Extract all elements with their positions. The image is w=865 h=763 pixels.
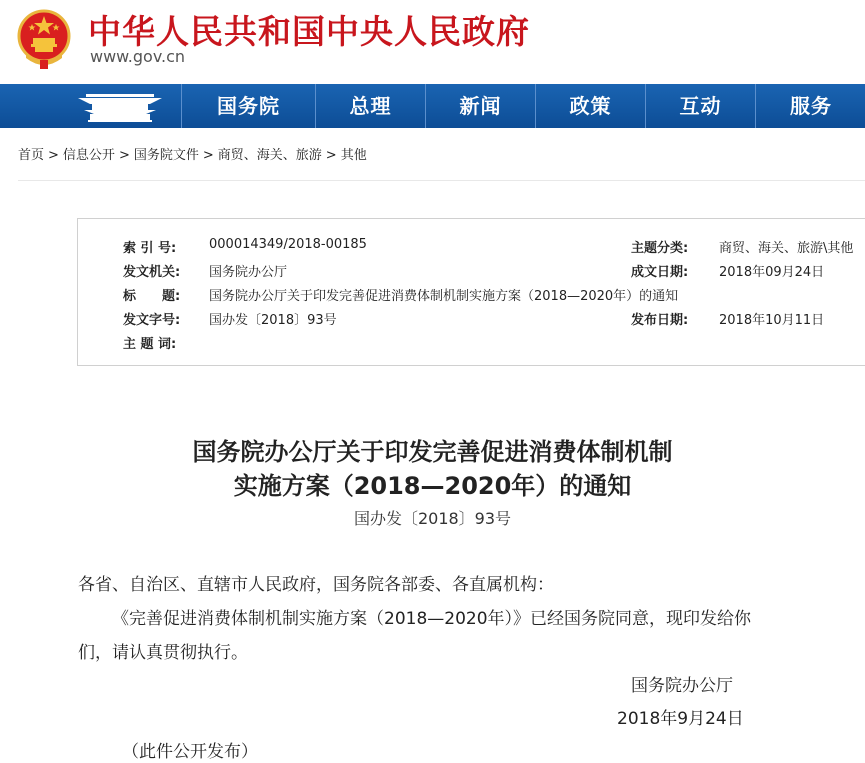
nav-item-interaction[interactable]: 互动	[645, 84, 755, 128]
document-salutation: 各省、自治区、直辖市人民政府，国务院各部委、各直属机构：	[78, 575, 554, 595]
breadcrumb-separator: >	[202, 148, 214, 163]
document-publication-note: （此件公开发布）	[122, 742, 258, 762]
info-issuer-value: 国务院办公厅	[209, 265, 288, 280]
breadcrumb-separator: >	[118, 148, 130, 163]
info-published-value: 2018年10月11日	[719, 313, 825, 328]
tiananmen-logo-icon[interactable]	[0, 84, 180, 128]
national-emblem-icon[interactable]	[16, 8, 72, 70]
content-divider	[18, 180, 865, 181]
document-number: 国办发〔2018〕93号	[353, 509, 512, 528]
document-title-line2: 实施方案（2018—2020年）的通知	[233, 472, 632, 500]
document-body-line1: 《完善促进消费体制机制实施方案（2018—2020年）》已经国务院同意，现印发给你	[112, 609, 752, 629]
breadcrumb-other[interactable]: 其他	[340, 148, 367, 163]
nav-item-services[interactable]: 服务	[755, 84, 865, 128]
document-body-line2: 们，请认真贯彻执行。	[78, 643, 248, 663]
nav-item-news[interactable]: 新闻	[425, 84, 535, 128]
info-issuer-label: 发文机关:	[123, 265, 181, 280]
site-title[interactable]: 中华人民共和国中央人民政府	[88, 12, 530, 51]
breadcrumb-separator: >	[325, 148, 337, 163]
nav-item-premier[interactable]: 总理	[315, 84, 425, 128]
site-domain: www.gov.cn	[90, 47, 186, 66]
breadcrumb-trade-customs-tourism[interactable]: 商贸、海关、旅游	[217, 148, 322, 163]
main-nav	[0, 84, 865, 128]
document-date: 2018年9月24日	[617, 709, 744, 729]
info-keywords-label: 主 题 词:	[123, 337, 177, 352]
info-topic-value: 商贸、海关、旅游\其他	[719, 241, 854, 256]
info-created-value: 2018年09月24日	[719, 265, 825, 280]
info-created-label: 成文日期:	[631, 265, 689, 280]
document-info-box	[77, 218, 865, 366]
info-index-row	[123, 237, 176, 256]
info-topic-label: 主题分类:	[631, 241, 689, 256]
info-doc-no-value: 国办发〔2018〕93号	[209, 313, 337, 328]
info-published-label: 发布日期:	[631, 313, 689, 328]
info-title-value: 国务院办公厅关于印发完善促进消费体制机制实施方案（2018—2020年）的通知	[209, 289, 679, 304]
info-index-label: 索 引 号:	[123, 241, 177, 256]
site-header	[0, 0, 865, 84]
info-doc-no-label: 发文字号:	[123, 313, 181, 328]
breadcrumb-info-disclosure[interactable]: 信息公开	[62, 148, 115, 163]
info-index-value: 000014349/2018-00185	[209, 237, 367, 252]
breadcrumb-separator: >	[48, 148, 59, 163]
document-title-line1: 国务院办公厅关于印发完善促进消费体制机制	[192, 438, 673, 466]
info-title-label: 标 题:	[123, 289, 181, 304]
nav-item-state-council[interactable]: 国务院	[181, 84, 315, 128]
nav-item-policy[interactable]: 政策	[535, 84, 645, 128]
document-signature: 国务院办公厅	[631, 676, 733, 696]
breadcrumb-state-council-documents[interactable]: 国务院文件	[133, 148, 199, 163]
breadcrumb-home[interactable]: 首页	[18, 148, 45, 163]
breadcrumb	[18, 144, 367, 163]
